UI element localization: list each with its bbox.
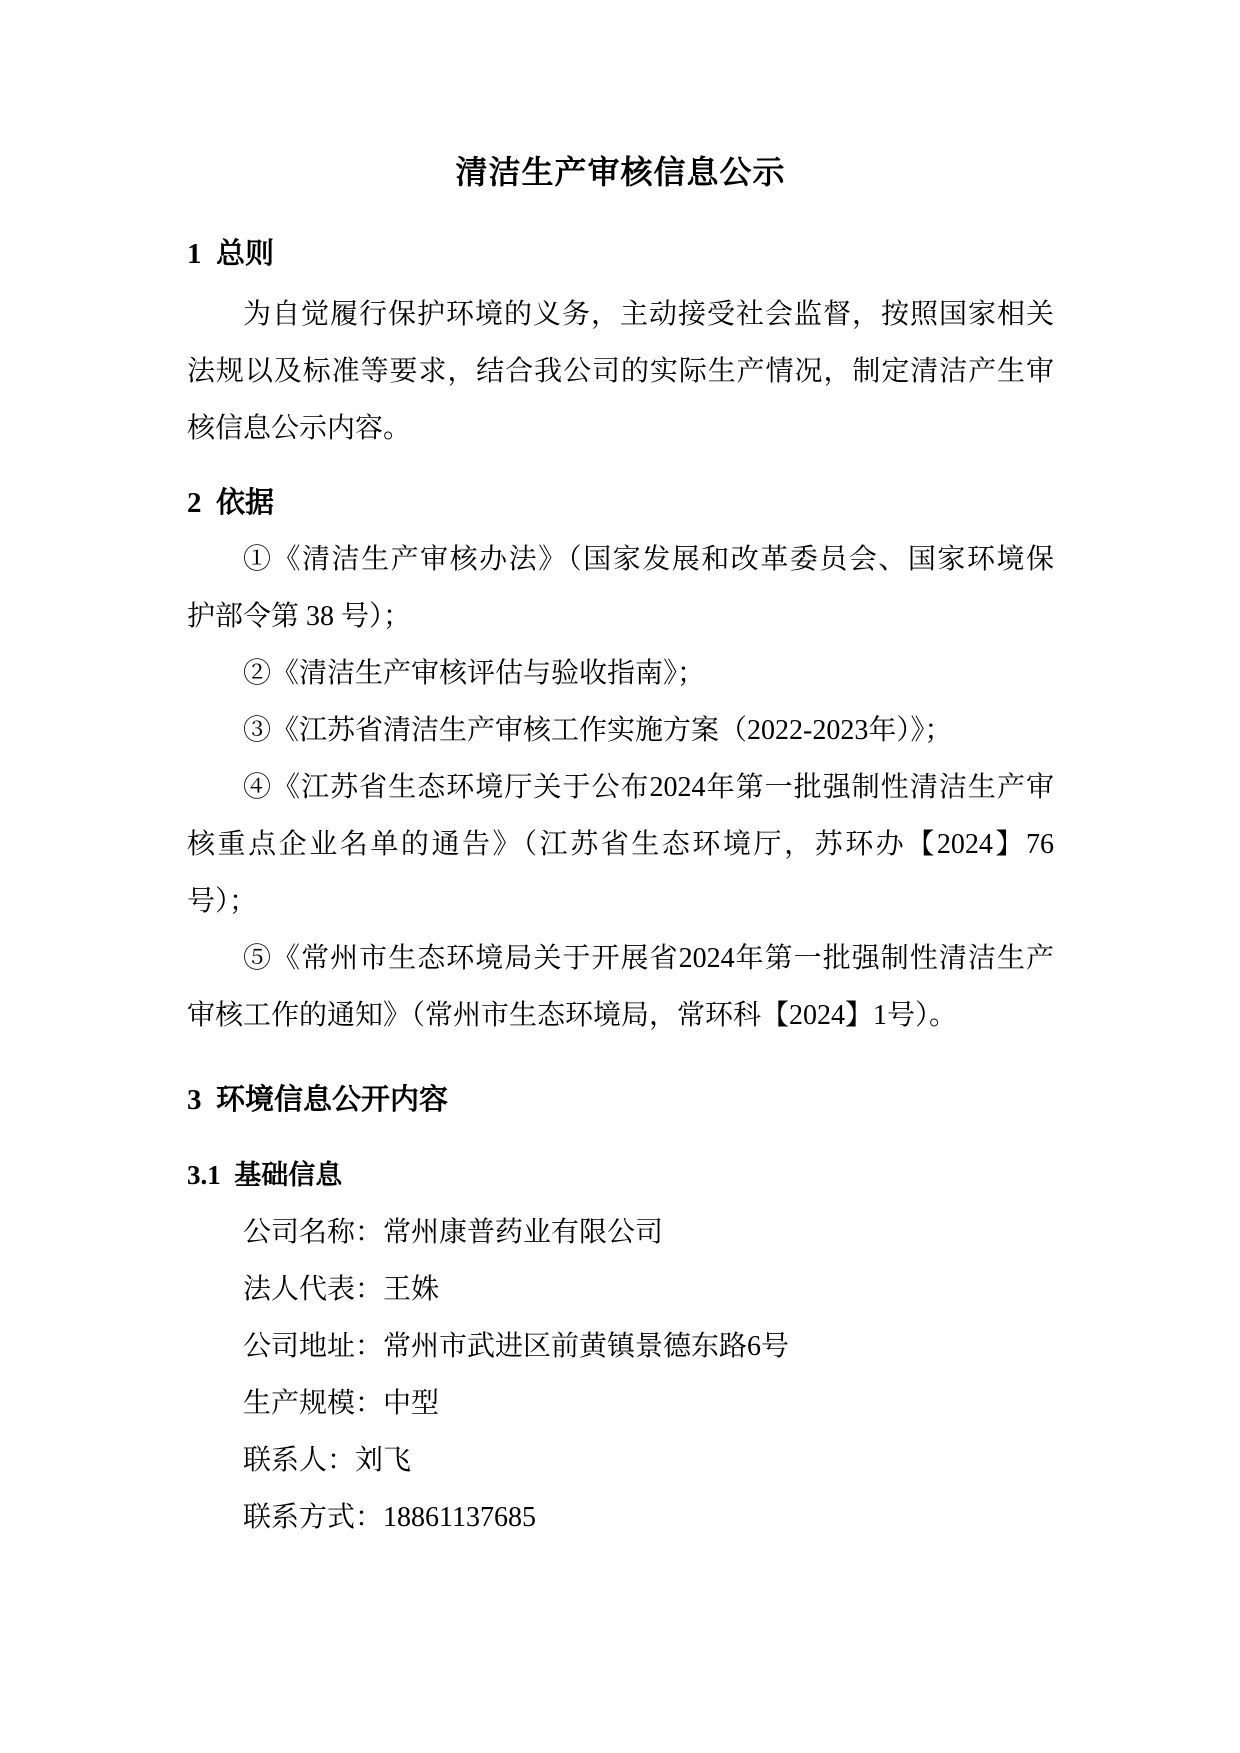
company-name-line: 公司名称：常州康普药业有限公司 (243, 1217, 664, 1248)
paragraph-line: 法规以及标准等要求，结合我公司的实际生产情况，制定清洁产生审 (187, 356, 1054, 387)
basis-item-5-line: 审核工作的通知》（常州市生态环境局，常环科【2024】1号）。 (187, 1000, 958, 1031)
paragraph-line: 核信息公示内容。 (187, 413, 412, 444)
basis-item-4-line: ④《江苏省生态环境厅关于公布2024年第一批强制性清洁生产审 (243, 772, 1054, 803)
company-address-line: 公司地址：常州市武进区前黄镇景德东路6号 (243, 1331, 790, 1362)
section-heading-disclosure: 3 环境信息公开内容 (187, 1084, 449, 1116)
basis-item-1-line: 护部令第 38 号）； (187, 601, 412, 632)
basis-item-4-line: 核重点企业名单的通告》（江苏省生态环境厅，苏环办【2024】76 (187, 829, 1054, 860)
basis-item-2-line: ②《清洁生产审核评估与验收指南》； (243, 658, 706, 689)
basic-info-list (187, 1204, 1054, 1546)
document-title: 清洁生产审核信息公示 (455, 154, 786, 190)
basis-item-3-line: ③《江苏省清洁生产审核工作实施方案（2022-2023年）》； (243, 715, 953, 746)
legal-representative-line: 法人代表：王姝 (243, 1274, 440, 1305)
basis-item-list (187, 531, 1054, 1044)
contact-phone-line: 联系方式：18861137685 (243, 1502, 536, 1533)
paragraph-line: 为自觉履行保护环境的义务，主动接受社会监督，按照国家相关 (243, 299, 1054, 330)
basis-item-1-line: ①《清洁生产审核办法》（国家发展和改革委员会、国家环境保 (243, 544, 1054, 575)
section-heading-general: 1 总则 (187, 238, 275, 270)
basis-item-5-line: ⑤《常州市生态环境局关于开展省2024年第一批强制性清洁生产 (243, 943, 1054, 974)
production-scale-line: 生产规模：中型 (243, 1388, 440, 1419)
subsection-heading-basic-info: 3.1 基础信息 (187, 1160, 343, 1190)
paragraph-general (187, 286, 1054, 457)
contact-person-line: 联系人：刘飞 (243, 1445, 412, 1476)
section-heading-basis: 2 依据 (187, 487, 275, 519)
basis-item-4-line: 号）； (187, 886, 258, 917)
